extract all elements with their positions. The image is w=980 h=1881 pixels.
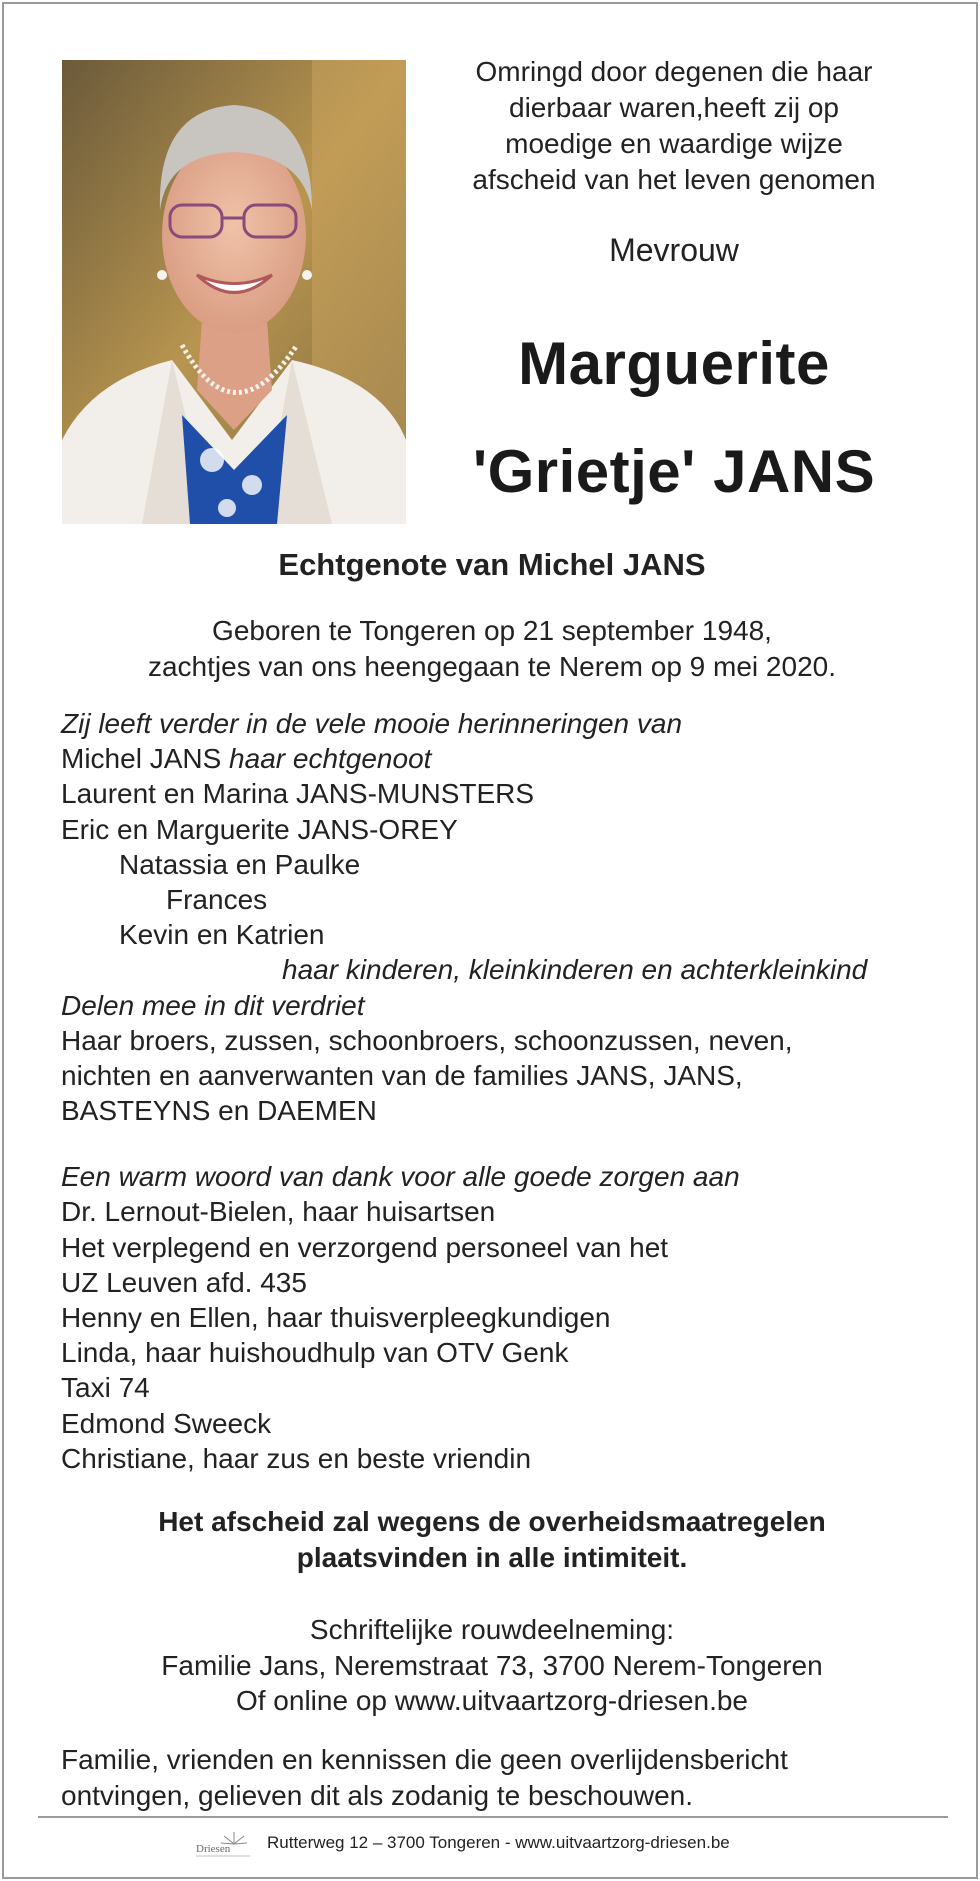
family-caption: haar kinderen, kleinkinderen en achterkleinkind: [282, 954, 868, 986]
condolence-block: [4, 1612, 980, 1719]
thanks-line: Taxi 74: [61, 1372, 150, 1404]
thanks-line: Edmond Sweeck: [61, 1407, 272, 1439]
grandchild-line: Kevin en Katrien: [119, 919, 325, 951]
name-first: Marguerite: [518, 330, 830, 397]
closing-line: ontvingen, gelieven dit als zodanig te beschouwen.: [61, 1780, 693, 1811]
intro-line: Omringd door degenen die haar: [475, 56, 873, 87]
husband-line: [61, 741, 941, 776]
relatives-line: nichten en aanverwanten van de families JANS, JANS,: [61, 1059, 743, 1091]
relatives-line: Haar broers, zussen, schoonbroers, schoonzussen, neven,: [61, 1024, 793, 1056]
name-last: 'Grietje' JANS: [472, 438, 876, 505]
great-grandchild-line: Frances: [166, 883, 268, 915]
condolence-online: Of online op www.uitvaartzorg-driesen.be: [235, 1685, 749, 1716]
condolence-heading: Schriftelijke rouwdeelneming:: [309, 1614, 675, 1645]
family-heading: Zij leeft verder in de vele mooie herinneringen van: [61, 708, 683, 739]
notice-line: plaatsvinden in alle intimiteit.: [296, 1542, 688, 1573]
share-heading: Delen mee in dit verdriet: [61, 989, 365, 1021]
thanks-line: Dr. Lernout-Bielen, haar huisartsen: [61, 1196, 496, 1228]
condolence-address: Familie Jans, Neremstraat 73, 3700 Nerem-Tongeren: [161, 1649, 823, 1681]
thanks-line: Linda, haar huishoudhulp van OTV Genk: [61, 1337, 569, 1369]
dates-block: [4, 613, 980, 685]
thanks-line: Christiane, haar zus en beste vriendin: [61, 1442, 532, 1474]
intro-text: [434, 54, 914, 198]
footer-divider: [38, 1816, 948, 1818]
honorific: Mevrouw: [609, 232, 739, 268]
thanks-line: Het verplegend en verzorgend personeel van het: [61, 1231, 669, 1263]
family-block: [61, 706, 941, 1476]
intro-line: afscheid van het leven genomen: [472, 164, 876, 195]
husband-name: Michel JANS: [61, 743, 222, 775]
grandchild-line: Natassia en Paulke: [119, 848, 361, 880]
death-line: zachtjes van ons heengegaan te Nerem op 9 mei 2020.: [147, 651, 836, 682]
logo-lettering: Driesen: [196, 1843, 231, 1855]
child-line: Laurent en Marina JANS-MUNSTERS: [61, 778, 535, 810]
thanks-heading: Een warm woord van dank voor alle goede zorgen aan: [61, 1161, 740, 1193]
closing-line: Familie, vrienden en kennissen die geen overlijdensbericht: [61, 1744, 788, 1775]
notice-line: Het afscheid zal wegens de overheidsmaatregelen: [158, 1506, 826, 1537]
thanks-line: Henny en Ellen, haar thuisverpleegkundigen: [61, 1302, 611, 1333]
husband-role: haar echtgenoot: [221, 743, 432, 775]
child-line: Eric en Marguerite JANS-OREY: [61, 813, 458, 845]
footer: [4, 1826, 980, 1866]
deceased-name: [434, 310, 914, 526]
intro-line: dierbaar waren,heeft zij op: [509, 92, 839, 123]
intro-line: moedige en waardige wijze: [505, 128, 843, 159]
thanks-line: UZ Leuven afd. 435: [61, 1266, 307, 1298]
spouse-line: Echtgenote van Michel JANS: [278, 547, 706, 582]
relatives-line: BASTEYNS en DAEMEN: [61, 1095, 377, 1127]
ceremony-notice: [4, 1504, 980, 1576]
closing-note: [61, 1742, 941, 1814]
portrait-photo: [62, 60, 406, 524]
funeral-home-logo: [194, 1830, 254, 1862]
footer-address: Rutterweg 12 – 3700 Tongeren - www.uitvaartzorg-driesen.be: [267, 1833, 730, 1852]
birth-line: Geboren te Tongeren op 21 september 1948,: [212, 615, 772, 646]
obituary-card: [2, 2, 978, 1879]
